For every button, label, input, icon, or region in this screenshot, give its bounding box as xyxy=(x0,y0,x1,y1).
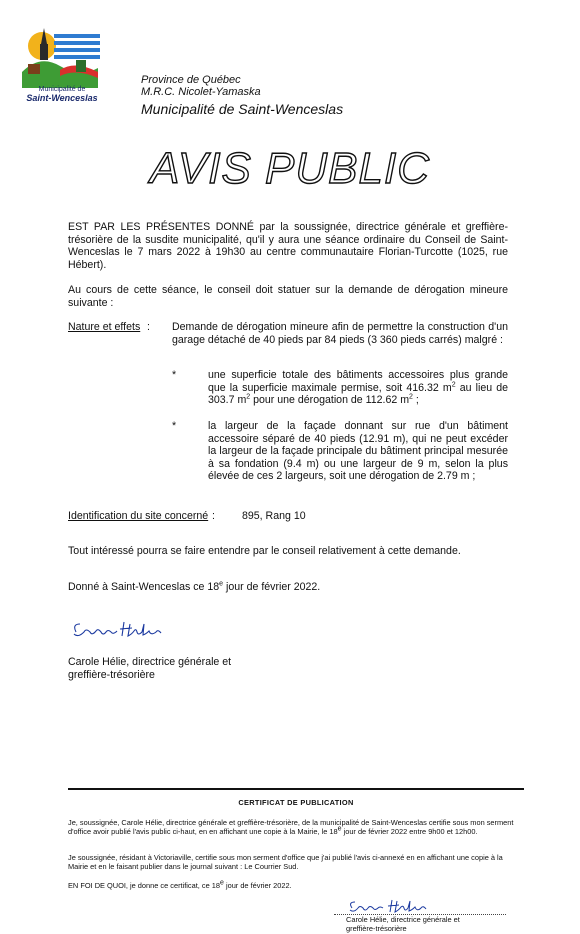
given-date-b: jour de février 2022. xyxy=(223,581,321,593)
certificate-title: CERTIFICAT DE PUBLICATION xyxy=(238,798,354,807)
logo-caption-line1: Municipalité de xyxy=(38,86,86,93)
divider xyxy=(68,788,524,790)
cert1-sup: e xyxy=(337,825,342,833)
hearing-paragraph: Tout intéressé pourra se faire entendre par le conseil relativement à cette demande. xyxy=(68,545,461,557)
bullet1-sup-c: 2 xyxy=(409,393,413,401)
session-paragraph: Au cours de cette séance, le conseil doit statuer sur la demande de dérogation mineure suivante : xyxy=(68,284,508,309)
cert3-b: jour de février 2022. xyxy=(223,881,292,890)
intro-paragraph xyxy=(68,221,508,271)
intro-bold: EST PAR LES PRÉSENTES DONNÉ xyxy=(68,221,254,233)
bullet1-part-d: ; xyxy=(412,394,419,406)
bullet1-sup-b: 2 xyxy=(246,393,251,401)
intro-rest: par la soussignée, directrice générale et greffière-trésorière de la susdite municipalité, qu'il y aura une séance ordinaire du Conseil de Saint-Wenceslas le 7 mars 2022 à 19h30 au centre communautaire Florian-Turcotte (1025, rue Hébert). xyxy=(68,221,508,271)
header-province: Province de Québec xyxy=(141,74,241,86)
handwritten-signature xyxy=(70,618,170,642)
logo-caption xyxy=(18,86,106,102)
site-value: 895, Rang 10 xyxy=(242,510,306,522)
bullet-marker-2: * xyxy=(172,420,177,432)
certificate-signer xyxy=(346,915,460,933)
cert3-a: EN FOI DE QUOI, je donne ce certificat, ce 18 xyxy=(68,881,220,890)
nature-colon: : xyxy=(147,321,150,333)
bullet-marker-1: * xyxy=(172,369,177,381)
signer-line1: Carole Hélie, directrice générale et xyxy=(68,656,232,668)
given-date-sup: e xyxy=(219,580,224,588)
certificate-paragraph-1 xyxy=(68,818,524,837)
signer-line2: greffière-trésorière xyxy=(68,668,155,681)
cert-signer-line1: Carole Hélie, directrice générale et xyxy=(346,915,460,924)
bullet1-part-b: au lieu de 303.7 m xyxy=(208,381,508,406)
bullet-item-2: la largeur de la façade donnant sur rue d'un bâtiment accessoire séparé de 40 pieds (12.91 m), qui ne peut excéder la largeur de la façade principale du bâtiment principal mesurée à sa fondation (9.4 m) ou une largeur de 9 m, selon la plus élevée de ces 2 largeurs, soit une dérogation de 2.79 m ; xyxy=(208,420,508,482)
page-title: AVIS PUBLIC xyxy=(149,144,430,193)
header-municipality: Municipalité de Saint-Wenceslas xyxy=(141,101,344,117)
nature-label: Nature et effets xyxy=(68,321,141,333)
header-mrc: M.R.C. Nicolet-Yamaska xyxy=(141,86,261,98)
logo-caption-line2: Saint-Wenceslas xyxy=(26,93,98,103)
signer-block xyxy=(68,656,231,681)
site-label: Identification du site concerné xyxy=(68,510,209,522)
bullet1-part-c: pour une dérogation de 112.62 m xyxy=(250,394,410,406)
bullet1-sup-a: 2 xyxy=(451,380,456,388)
nature-text: Demande de dérogation mineure afin de permettre la construction d'un garage détaché de 40 pieds par 84 pieds (3 360 pieds carrés) malgré : xyxy=(172,321,508,346)
certificate-paragraph-2: Je soussignée, résidant à Victoriaville, certifie sous mon serment d'office que j'ai publié l'avis ci-annexé en en affichant une copie à la Mairie et en le faisant publier dans le journal suivant : Le Courrier Sud. xyxy=(68,853,503,872)
site-colon: : xyxy=(212,510,215,522)
cert-signer-line2: greffière-trésorière xyxy=(346,924,407,933)
given-date xyxy=(68,581,320,593)
certificate-paragraph-3 xyxy=(68,881,524,890)
given-date-a: Donné à Saint-Wenceslas ce 18 xyxy=(68,581,220,593)
cert3-sup: e xyxy=(219,879,224,887)
cert1-a: Je, soussignée, Carole Hélie, directrice générale et greffière-trésorière, de la municipalité de Saint-Wenceslas certifie sous mon serment d'office avoir publié l'avis public ci-haut, en en affichant une copie à la Mairie, le 18 xyxy=(68,818,514,837)
bullet1-part-a: une superficie totale des bâtiments accessoires plus grande que la superficie maximale permise, soit 416.32 m xyxy=(208,369,508,394)
cert1-b: jour de février 2022 entre 9h00 et 12h00. xyxy=(341,827,478,837)
bullet-item-1 xyxy=(208,369,508,407)
